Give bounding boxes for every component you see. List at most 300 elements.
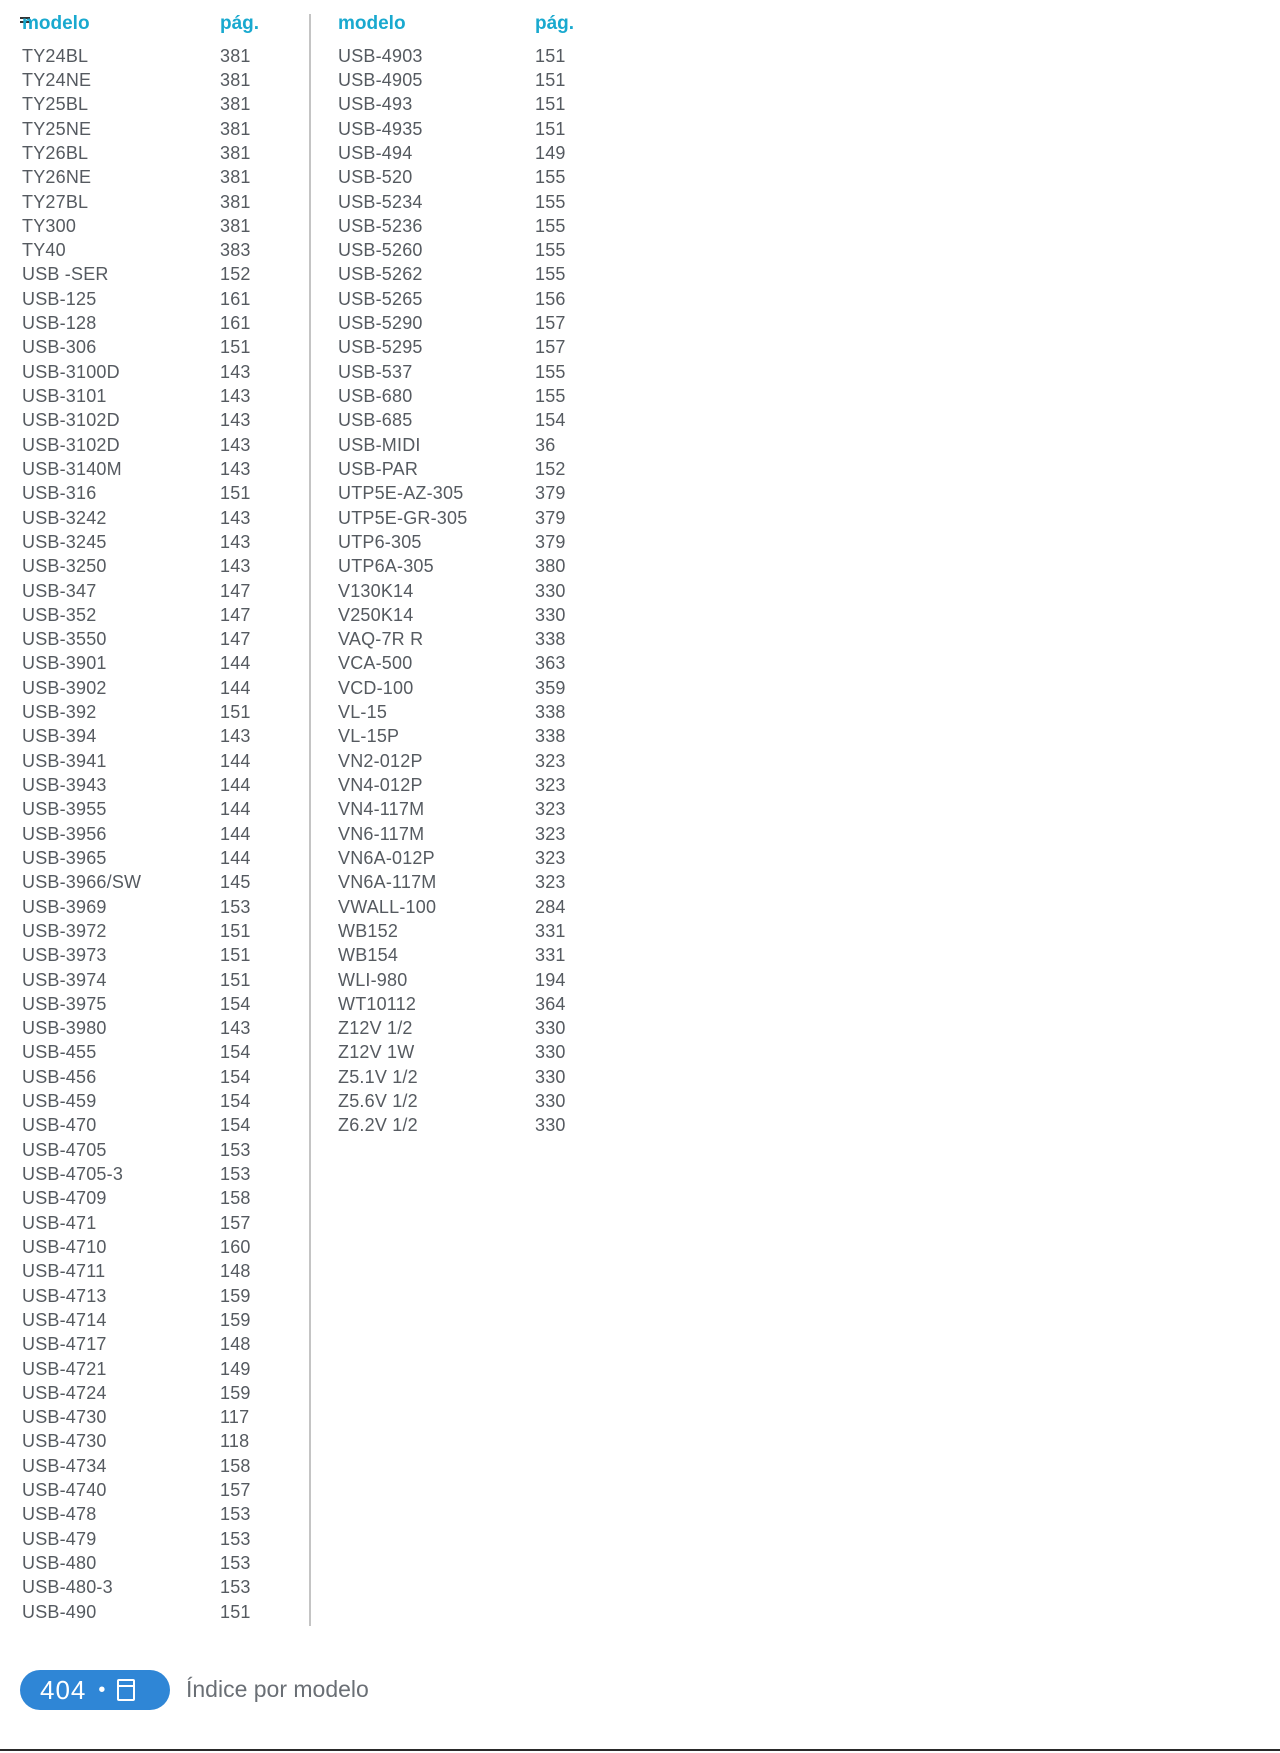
model-code: USB-5295: [338, 337, 423, 358]
page-ref: 144: [220, 799, 251, 820]
index-row: [338, 44, 598, 68]
index-row: [22, 846, 282, 870]
page-ref: 155: [535, 240, 566, 261]
page-ref: 153: [220, 1553, 251, 1574]
index-row: [338, 1017, 598, 1041]
index-row: [338, 1041, 598, 1065]
page-ref: 151: [220, 1601, 251, 1622]
model-code: USB-3140M: [22, 458, 122, 479]
index-row: [22, 871, 282, 895]
page-ref: 381: [220, 142, 251, 163]
page-ref: 118: [220, 1431, 250, 1452]
page-ref: 330: [535, 1091, 566, 1112]
model-code: USB-537: [338, 361, 413, 382]
page-ref: 154: [220, 1042, 251, 1063]
model-code: TY26BL: [22, 142, 89, 163]
index-row: [22, 263, 282, 287]
index-row: [338, 384, 598, 408]
page-ref: 117: [220, 1407, 250, 1428]
bottom-rule: [0, 1749, 1280, 1751]
model-code: USB-125: [22, 288, 97, 309]
index-row: [22, 117, 282, 141]
page-ref: 381: [220, 167, 251, 188]
index-row: [338, 603, 598, 627]
model-code: USB-4705: [22, 1139, 107, 1160]
index-row: [338, 141, 598, 165]
model-code: Z5.6V 1/2: [338, 1091, 418, 1112]
model-code: USB-3966/SW: [22, 872, 142, 893]
model-code: VAQ-7R R: [338, 629, 424, 650]
model-code: USB-PAR: [338, 458, 419, 479]
model-code: USB-5236: [338, 215, 423, 236]
page-ref: 330: [535, 1018, 566, 1039]
index-row: [22, 1600, 282, 1624]
model-code: USB -SER: [22, 264, 109, 285]
page-ref: 147: [220, 604, 251, 625]
page-header: pág.: [535, 13, 575, 34]
page-ref: 379: [535, 531, 566, 552]
model-code: VN2-012P: [338, 750, 423, 771]
page-header: pág.: [220, 13, 260, 34]
index-row: [338, 579, 598, 603]
model-code: USB-3943: [22, 775, 107, 796]
model-code: USB-459: [22, 1091, 97, 1112]
model-header: modelo: [338, 13, 406, 34]
model-code: USB-4717: [22, 1334, 107, 1355]
index-row: [22, 968, 282, 992]
model-code: USB-3100D: [22, 361, 120, 382]
page-ref: 144: [220, 823, 251, 844]
index-row: [22, 628, 282, 652]
model-code: USB-5265: [338, 288, 423, 309]
page-ref: 158: [220, 1455, 251, 1476]
model-code: USB-4724: [22, 1382, 107, 1403]
page-ref: 323: [535, 872, 566, 893]
model-code: USB-5290: [338, 313, 423, 334]
model-code: USB-306: [22, 337, 97, 358]
page-ref: 381: [220, 191, 251, 212]
page-ref: 143: [220, 1018, 251, 1039]
model-code: USB-3956: [22, 823, 107, 844]
model-code: USB-685: [338, 410, 413, 431]
index-row: [22, 1187, 282, 1211]
model-code: USB-4903: [338, 45, 423, 66]
page-ref: 331: [535, 920, 566, 941]
model-code: USB-4935: [338, 118, 423, 139]
index-row: [22, 579, 282, 603]
index-row: [22, 68, 282, 92]
model-code: VL-15: [338, 702, 388, 723]
page-ref: 151: [535, 118, 566, 139]
page-ref: 157: [220, 1212, 251, 1233]
index-row: [22, 919, 282, 943]
model-code: UTP5E-AZ-305: [338, 483, 464, 504]
page-ref: 364: [535, 993, 566, 1014]
page-ref: 156: [535, 288, 566, 309]
page-ref: 155: [535, 264, 566, 285]
page-ref: 338: [535, 726, 566, 747]
index-row: [22, 1551, 282, 1575]
page-ref: 157: [535, 337, 566, 358]
page-ref: 151: [535, 45, 566, 66]
model-code: TY27BL: [22, 191, 89, 212]
index-row: [22, 1406, 282, 1430]
model-code: TY24BL: [22, 45, 89, 66]
index-row: [338, 287, 598, 311]
index-row: [22, 749, 282, 773]
page-ref: 160: [220, 1236, 251, 1257]
index-row: [22, 798, 282, 822]
model-code: USB-456: [22, 1066, 97, 1087]
index-row: [338, 652, 598, 676]
page-ref: 153: [220, 1528, 251, 1549]
page-ref: 383: [220, 240, 251, 261]
index-row: [338, 311, 598, 335]
page-ref: 153: [220, 1504, 251, 1525]
page-ref: 155: [535, 361, 566, 382]
model-code: VWALL-100: [338, 896, 437, 917]
page-ref: 143: [220, 531, 251, 552]
index-row: [22, 1357, 282, 1381]
model-code: VN6A-117M: [338, 872, 437, 893]
index-row: [22, 506, 282, 530]
index-row: [22, 336, 282, 360]
page-ref: 155: [535, 215, 566, 236]
index-row: [22, 1041, 282, 1065]
model-code: VN6A-012P: [338, 847, 435, 868]
index-row: [338, 263, 598, 287]
index-row: [22, 1527, 282, 1551]
model-code: USB-455: [22, 1042, 97, 1063]
page-ref: 381: [220, 45, 251, 66]
index-row: [338, 676, 598, 700]
model-code: Z12V 1W: [338, 1042, 415, 1063]
column-divider: [309, 14, 311, 1626]
index-row: [22, 384, 282, 408]
page-ref: 381: [220, 94, 251, 115]
index-row: [22, 530, 282, 554]
index-row: [22, 944, 282, 968]
page-ref: 151: [220, 702, 251, 723]
page-ref: 147: [220, 580, 251, 601]
page-ref: 144: [220, 653, 251, 674]
index-row: [338, 773, 598, 797]
index-row: [22, 1114, 282, 1138]
page-ref: 359: [535, 677, 566, 698]
page-ref: 330: [535, 604, 566, 625]
index-row: [338, 68, 598, 92]
index-rows-left: [22, 44, 282, 1624]
page-ref: 330: [535, 1042, 566, 1063]
page-ref: 151: [220, 920, 251, 941]
page-ref: 330: [535, 580, 566, 601]
model-code: USB-394: [22, 726, 97, 747]
page-ref: 143: [220, 434, 251, 455]
page-ref: 143: [220, 556, 251, 577]
model-code: USB-4705-3: [22, 1164, 124, 1185]
index-row: [22, 1503, 282, 1527]
model-code: USB-480-3: [22, 1577, 113, 1598]
model-code: VN6-117M: [338, 823, 425, 844]
index-row: [22, 311, 282, 335]
index-row: [22, 676, 282, 700]
page-ref: 155: [535, 386, 566, 407]
model-code: VL-15P: [338, 726, 400, 747]
index-row: [22, 1235, 282, 1259]
index-row: [338, 992, 598, 1016]
index-row: [338, 846, 598, 870]
page-ref: 147: [220, 629, 251, 650]
index-row: [22, 1430, 282, 1454]
page-ref: 323: [535, 750, 566, 771]
model-code: USB-3973: [22, 945, 107, 966]
index-row: [22, 1454, 282, 1478]
model-code: USB-3980: [22, 1018, 107, 1039]
model-code: USB-4711: [22, 1261, 106, 1282]
page-ref: 153: [220, 1139, 251, 1160]
index-row: [338, 506, 598, 530]
model-code: V250K14: [338, 604, 414, 625]
model-code: USB-4709: [22, 1188, 107, 1209]
page-ref: 143: [220, 726, 251, 747]
page-ref: 153: [220, 1164, 251, 1185]
model-code: USB-4730: [22, 1407, 107, 1428]
index-row: [22, 44, 282, 68]
model-code: USB-680: [338, 386, 413, 407]
index-row: [338, 871, 598, 895]
index-row: [22, 433, 282, 457]
page-ref: 152: [535, 458, 566, 479]
index-row: [338, 798, 598, 822]
model-code: Z6.2V 1/2: [338, 1115, 418, 1136]
index-row: [22, 1308, 282, 1332]
index-row: [338, 749, 598, 773]
page-ref: 380: [535, 556, 566, 577]
separator-dot: •: [98, 1678, 106, 1701]
model-code: TY25NE: [22, 118, 92, 139]
model-code: USB-520: [338, 167, 413, 188]
model-code: USB-471: [22, 1212, 97, 1233]
model-code: USB-493: [338, 94, 413, 115]
index-column-right: [338, 10, 598, 1138]
page-ref: 381: [220, 215, 251, 236]
page-ref: 143: [220, 386, 251, 407]
page-ref: 151: [220, 945, 251, 966]
index-row: [338, 944, 598, 968]
model-code: USB-494: [338, 142, 413, 163]
index-row: [338, 482, 598, 506]
model-code: TY40: [22, 240, 66, 261]
index-row: [338, 214, 598, 238]
page-ref: 154: [220, 993, 251, 1014]
model-code: TY300: [22, 215, 77, 236]
model-code: VCD-100: [338, 677, 414, 698]
index-row: [338, 1089, 598, 1113]
model-code: Z5.1V 1/2: [338, 1066, 418, 1087]
index-row: [338, 725, 598, 749]
model-code: TY26NE: [22, 167, 92, 188]
index-row: [338, 555, 598, 579]
index-row: [22, 1017, 282, 1041]
page-ref: 363: [535, 653, 566, 674]
index-row: [22, 1089, 282, 1113]
page-ref: 144: [220, 847, 251, 868]
model-code: VN4-117M: [338, 799, 425, 820]
model-code: TY25BL: [22, 94, 89, 115]
page-ref: 159: [220, 1285, 251, 1306]
model-code: USB-470: [22, 1115, 97, 1136]
model-code: UTP5E-GR-305: [338, 507, 468, 528]
index-row: [338, 457, 598, 481]
index-row: [338, 93, 598, 117]
model-code: USB-3902: [22, 677, 107, 698]
model-code: USB-3242: [22, 507, 107, 528]
index-row: [22, 409, 282, 433]
page-ref: 144: [220, 775, 251, 796]
model-code: USB-4730: [22, 1431, 107, 1452]
index-row: [22, 457, 282, 481]
page-ref: 144: [220, 750, 251, 771]
page-ref: 36: [535, 434, 556, 455]
index-row: [22, 1333, 282, 1357]
page-ref: 159: [220, 1309, 251, 1330]
page-ref: 338: [535, 629, 566, 650]
index-row: [338, 360, 598, 384]
index-row: [22, 773, 282, 797]
index-row: [22, 603, 282, 627]
index-row: [22, 287, 282, 311]
index-row: [22, 652, 282, 676]
index-row: [22, 482, 282, 506]
index-row: [22, 214, 282, 238]
model-code: VN4-012P: [338, 775, 423, 796]
model-code: USB-3901: [22, 653, 107, 674]
page-ref: 323: [535, 847, 566, 868]
model-code: USB-3955: [22, 799, 107, 820]
index-row: [22, 141, 282, 165]
index-row: [22, 895, 282, 919]
page-ref: 148: [220, 1334, 251, 1355]
model-header: modelo: [22, 13, 90, 34]
model-code: VCA-500: [338, 653, 413, 674]
model-code: WT10112: [338, 993, 417, 1014]
page-ref: 157: [220, 1480, 251, 1501]
index-row: [338, 919, 598, 943]
index-row: [22, 1381, 282, 1405]
model-code: USB-479: [22, 1528, 97, 1549]
model-code: USB-3969: [22, 896, 107, 917]
page-ref: 194: [535, 969, 566, 990]
page-ref: 143: [220, 361, 251, 382]
model-code: USB-5234: [338, 191, 423, 212]
model-code: USB-3941: [22, 750, 107, 771]
page-ref: 284: [535, 896, 566, 917]
model-code: USB-316: [22, 483, 97, 504]
page-ref: 155: [535, 167, 566, 188]
model-code: USB-4714: [22, 1309, 107, 1330]
index-row: [338, 409, 598, 433]
model-code: USB-5262: [338, 264, 423, 285]
page-ref: 158: [220, 1188, 251, 1209]
page-ref: 143: [220, 410, 251, 431]
index-row: [22, 239, 282, 263]
page-ref: 379: [535, 483, 566, 504]
model-code: TY24NE: [22, 69, 92, 90]
page-ref: 155: [535, 191, 566, 212]
index-column-left: [22, 10, 282, 1624]
column-header: [338, 10, 598, 38]
model-code: USB-3250: [22, 556, 107, 577]
page-ref: 161: [220, 288, 251, 309]
page-ref: 143: [220, 458, 251, 479]
page-ref: 331: [535, 945, 566, 966]
book-icon: [117, 1679, 135, 1701]
model-code: USB-3974: [22, 969, 107, 990]
index-row: [22, 166, 282, 190]
index-row: [22, 725, 282, 749]
page-ref: 145: [220, 872, 251, 893]
index-row: [338, 190, 598, 214]
page-ref: 152: [220, 264, 251, 285]
index-row: [22, 992, 282, 1016]
index-row: [22, 1478, 282, 1502]
section-title: Índice por modelo: [186, 1676, 369, 1702]
page-ref: 157: [535, 313, 566, 334]
index-row: [338, 166, 598, 190]
page-ref: 323: [535, 823, 566, 844]
model-code: USB-3245: [22, 531, 107, 552]
page-ref: 151: [220, 337, 251, 358]
page-ref: 154: [220, 1091, 251, 1112]
page-ref: 144: [220, 677, 251, 698]
index-row: [22, 190, 282, 214]
index-row: [338, 1114, 598, 1138]
index-row: [338, 628, 598, 652]
page-number: 404: [40, 1674, 87, 1705]
page-ref: 323: [535, 799, 566, 820]
model-code: V130K14: [338, 580, 414, 601]
model-code: USB-4740: [22, 1480, 107, 1501]
page-ref: 323: [535, 775, 566, 796]
page-ref: 148: [220, 1261, 251, 1282]
model-code: USB-4734: [22, 1455, 107, 1476]
page-ref: 154: [220, 1066, 251, 1087]
index-row: [22, 1260, 282, 1284]
page-ref: 338: [535, 702, 566, 723]
model-code: USB-MIDI: [338, 434, 421, 455]
model-code: USB-478: [22, 1504, 97, 1525]
page-ref: 153: [220, 1577, 251, 1598]
index-row: [338, 433, 598, 457]
page-ref: 154: [535, 410, 566, 431]
index-row: [22, 93, 282, 117]
index-row: [22, 360, 282, 384]
page-ref: 151: [220, 969, 251, 990]
page-ref: 381: [220, 118, 251, 139]
page-ref: 153: [220, 896, 251, 917]
page-ref: 149: [220, 1358, 251, 1379]
index-row: [338, 336, 598, 360]
model-code: USB-4713: [22, 1285, 107, 1306]
model-code: USB-5260: [338, 240, 423, 261]
index-row: [338, 117, 598, 141]
index-row: [338, 895, 598, 919]
model-code: WLI-980: [338, 969, 408, 990]
page-ref: 330: [535, 1066, 566, 1087]
page-ref: 161: [220, 313, 251, 334]
index-row: [22, 1065, 282, 1089]
model-code: USB-128: [22, 313, 97, 334]
